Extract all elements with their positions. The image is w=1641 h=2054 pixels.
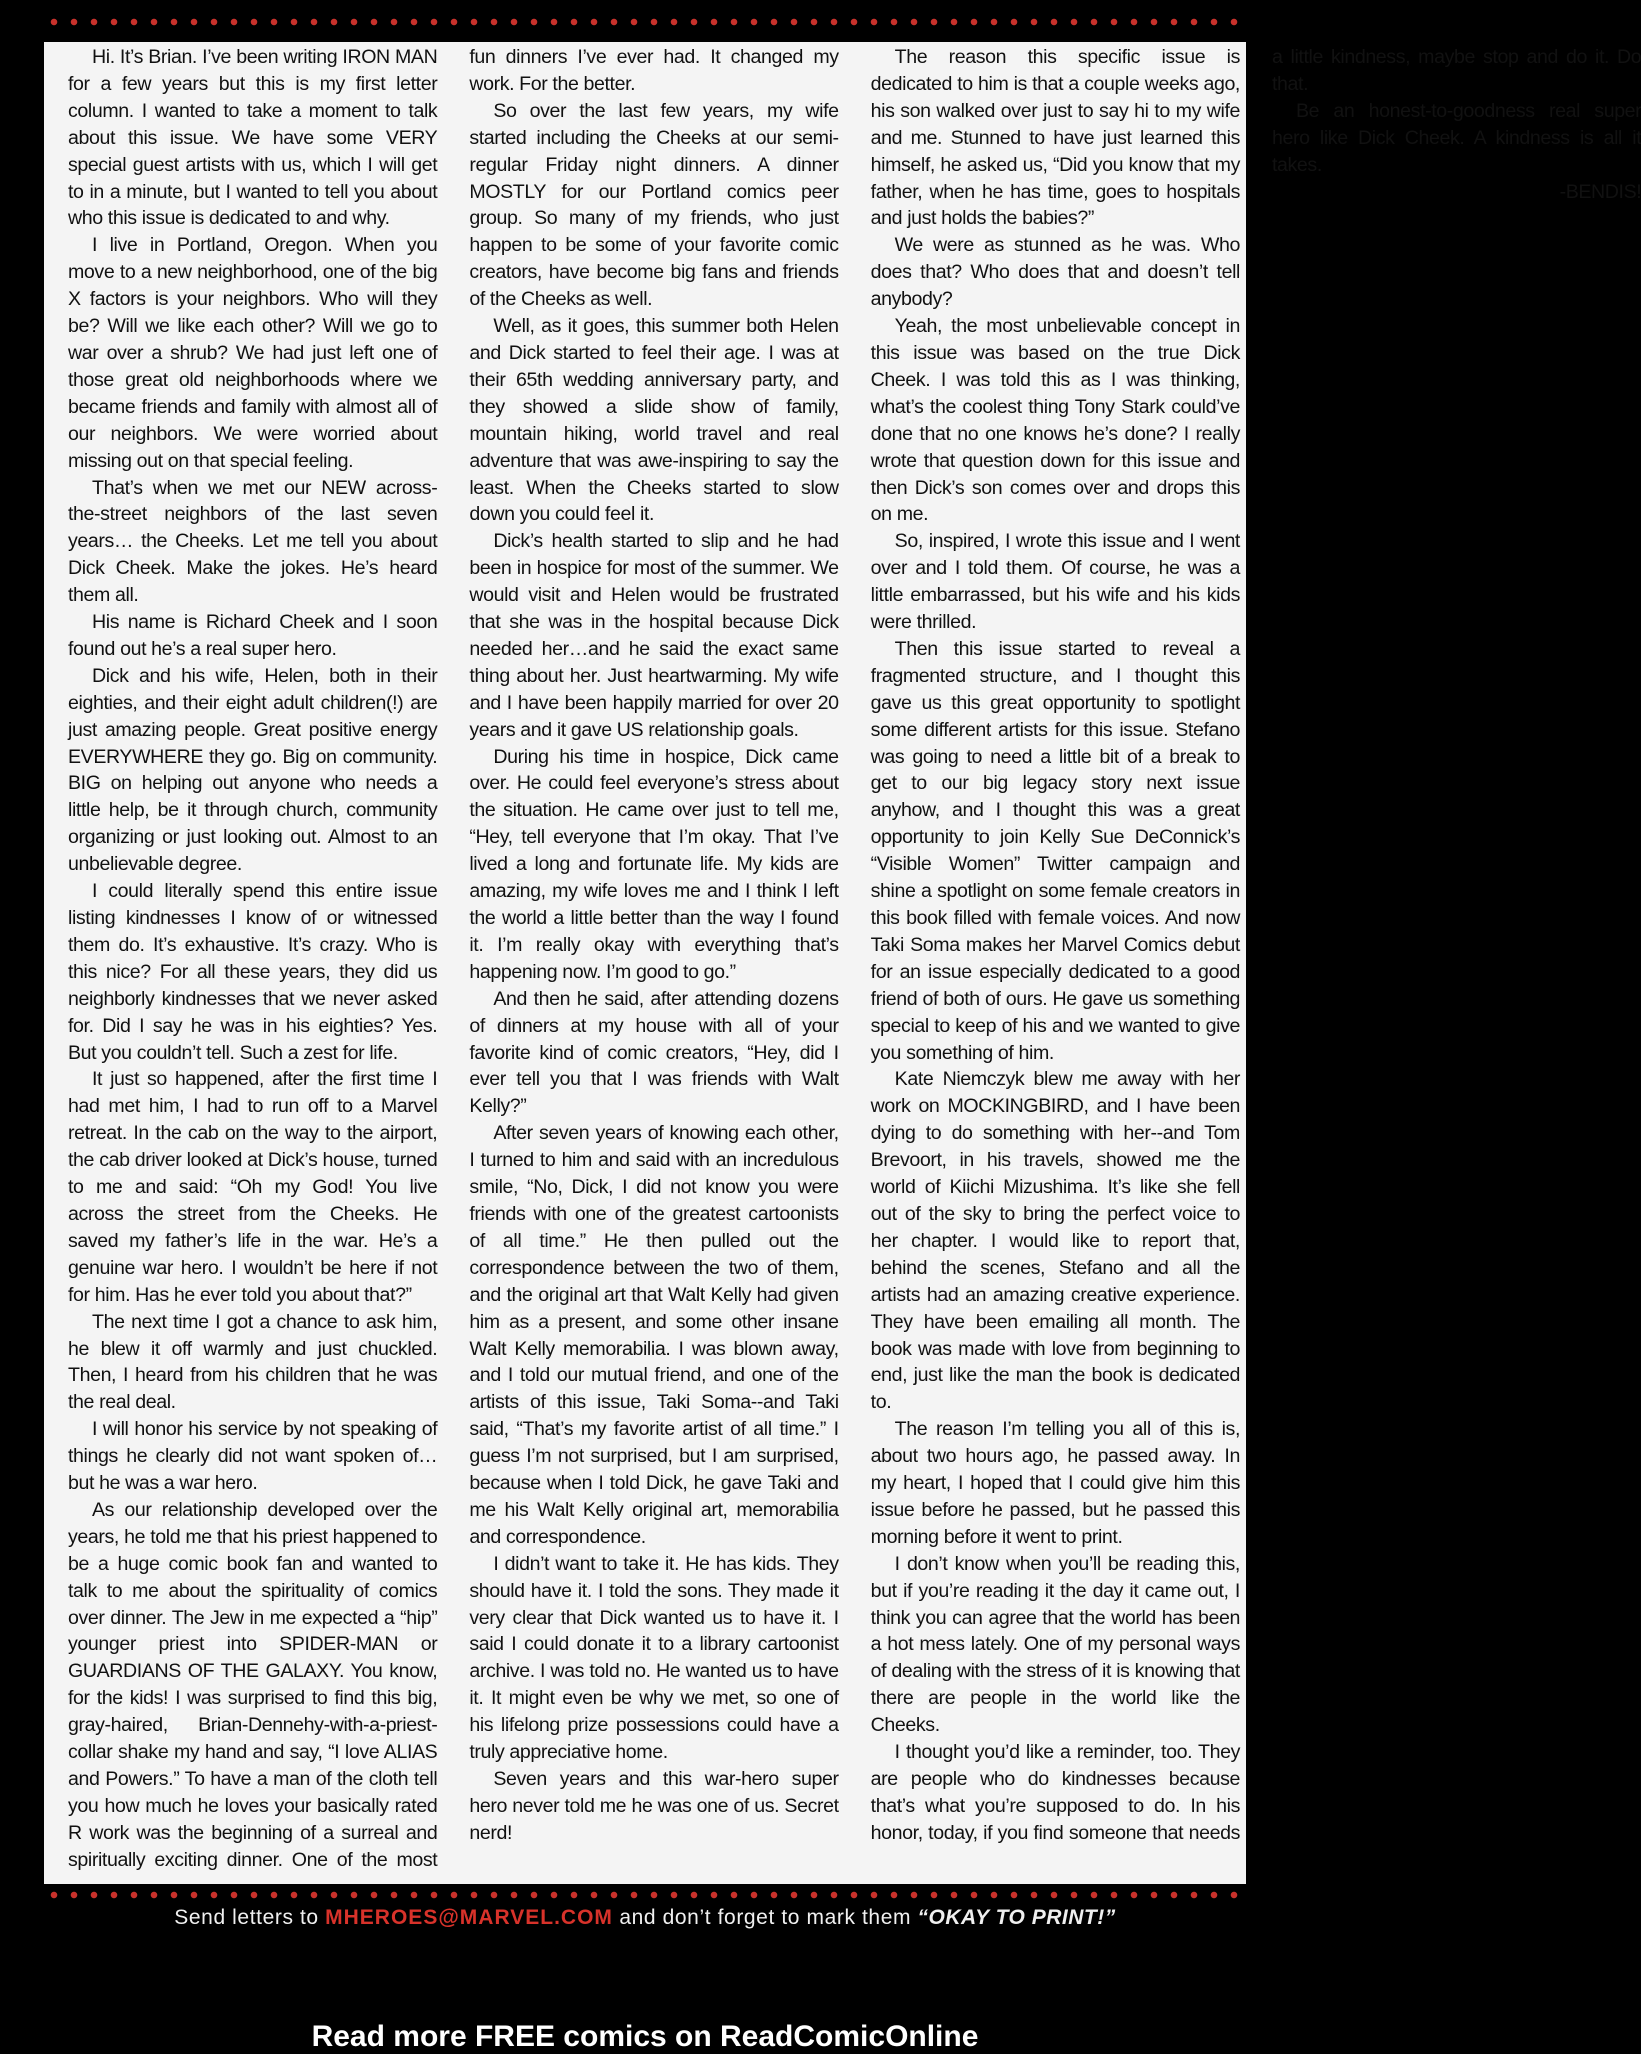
letter-paragraph: So over the last few years, my wife started including the Cheeks at our semi-regular Friday night dinners. A dinner MOSTLY for our Portland comics peer group. So many of my friends, who just happen to be some of your favorite comic creators, have become big fans and friends of the Cheeks as well.: [469, 99, 839, 311]
dotted-divider-bottom: [44, 1891, 1246, 1899]
letter-paragraph: I could literally spend this entire issue listing kindnesses I know of or witnessed them do. It’s exhaustive. It’s crazy. Who is this nice? For all these years, they did us neighborly kindnesses that we never asked for. Did I say he was in his eighties? Yes. But you couldn’t tell. Such a zest for life.: [68, 880, 438, 1064]
letter-paragraph: And then he said, after attending dozens of dinners at my house with all of your favorite kind of comic creators, “Hey, did I ever tell you that I was friends with Walt Kelly?”: [469, 987, 839, 1118]
letter-paragraph: I thought you’d like a reminder, too. They are people who do kindnesses because that’s what you’re supposed to do. In his honor, today, if you find someone that needs a little kindness, maybe stop and do it. Do that.: [870, 46, 1641, 1844]
letter-paragraph: Dick’s health started to slip and he had been in hospice for most of the summer. We would visit and Helen would be frustrated that she was in the hospital because Dick needed her…and he said the exact same thing about her. Just heartwarming. My wife and I have been happily married for over 20 years and it gave US relationship goals.: [469, 530, 839, 741]
letter-paragraph: As our relationship developed over the years, he told me that his priest happened to be a huge comic book fan and wanted to talk to me about the spirituality of comics over dinner. The Jew in me expected a “hip” younger priest into SPIDER-MAN or GUARDIANS OF THE GALAXY. You know, for the kids! I was surprised to find this big, gray-haired, Brian-Dennehy-with-a-priest-collar shake my hand and say, “I love ALIAS and Powers.” To have a man of the cloth tell you how much he loves your basically rated R work was the beginning of a surreal and spiritually exciting dinner. One of the most fun dinners I’ve ever had. It changed my work. For the better.: [68, 46, 839, 1871]
letter-paragraph: Then this issue started to reveal a fragmented structure, and I thought this gave us this great opportunity to spotlight some different artists for this issue. Stefano was going to need a little bit of a break to get to our big legacy story next issue anyhow, and I thought this was a great opportunity to join Kelly Sue DeConnick’s “Visible Women” Twitter campaign and shine a spotlight on some female creators in this book filled with female voices. And now Taki Soma makes her Marvel Comics debut for an issue especially dedicated to a good friend of both of ours. He gave us something special to keep of his and we wanted to give you something of him.: [870, 637, 1240, 1064]
letter-paragraph: I didn’t want to take it. He has kids. They should have it. I told the sons. They made it very clear that Dick wanted us to have it. I said I could donate it to a library cartoonist archive. I was told no. He wanted us to have it. It might even be why we met, so one of his lifelong prize possessions could have a truly appreciative home.: [469, 1552, 839, 1764]
letter-paragraph: Be an honest-to-goodness real super hero like Dick Cheek. A kindness is all it takes.: [1271, 99, 1641, 176]
letter-paragraph: His name is Richard Cheek and I soon found out he’s a real super hero.: [68, 611, 438, 660]
letter-paragraph: Seven years and this war-hero super hero never told me he was one of us. Secret nerd!: [469, 1768, 839, 1844]
letter-paragraph: Well, as it goes, this summer both Helen and Dick started to feel their age. I was at their 65th wedding anniversary party, and they showed a slide show of family, mountain hiking, world travel and real adventure that was awe-inspiring to say the least. When the Cheeks started to slow down you could feel it.: [469, 315, 839, 526]
letter-paragraph: That’s when we met our NEW across-the-street neighbors of the last seven years… the Cheeks. Let me tell you about Dick Cheek. Make the jokes. He’s heard them all.: [68, 476, 438, 607]
okay-to-print-label: “OKAY TO PRINT!”: [917, 1906, 1116, 1929]
letter-paragraph: We were as stunned as he was. Who does that? Who does that and doesn’t tell anybody?: [870, 234, 1240, 311]
letter-paragraph: Yeah, the most unbelievable concept in this issue was based on the true Dick Cheek. I was told this as I was thinking, what’s the coolest thing Tony Stark could’ve done that no one knows he’s done? I really wrote that question down for this issue and then Dick’s son comes over and drops this on me.: [870, 315, 1240, 526]
letter-paragraph: So, inspired, I wrote this issue and I went over and I told them. Of course, he was a little embarrassed, but his wife and his kids were thrilled.: [870, 530, 1240, 634]
footer-middle: and don’t forget to mark them: [612, 1906, 918, 1929]
letter-paragraph: Hi. It’s Brian. I’ve been writing IRON MAN for a few years but this is my first letter column. I wanted to take a moment to talk about this issue. We have some VERY special guest artists with us, which I will get to in a minute, but I wanted to tell you about who this issue is dedicated to and why.: [68, 46, 438, 230]
letter-signature: -BENDIS!: [1559, 180, 1641, 203]
letter-paragraph: Dick and his wife, Helen, both in their eighties, and their eight adult children(!) are just amazing people. Great positive energy EVERYWHERE they go. Big on community. BIG on helping out anyone who needs a little help, be it through church, community organizing or just looking out. Almost to an unbelievable degree.: [68, 664, 438, 876]
read-more-banner: Read more FREE comics on ReadComicOnline: [311, 2020, 979, 2053]
letters-footer: [0, 1906, 1290, 1946]
letter-paragraph: After seven years of knowing each other, I turned to him and said with an incredulous smile, “No, Dick, I did not know you were friends with one of the greatest cartoonists of all time.” He then pulled out the correspondence between the two of them, and the original art that Walt Kelly had given him as a present, and some other insane Walt Kelly memorabilia. I was blown away, and I told our mutual friend, and one of the artists of this issue, Taki Soma--and Taki said, “That’s my favorite artist of all time.” I guess I’m not surprised, but I am surprised, because when I told Dick, he gave Taki and me his Walt Kelly original art, memorabilia and correspondence.: [469, 1122, 839, 1548]
letters-email-link[interactable]: MHEROES@MARVEL.COM: [325, 1906, 613, 1929]
letter-paragraph: Kate Niemczyk blew me away with her work on MOCKINGBIRD, and I have been dying to do something with her--and Tom Brevoort, in his travels, showed me the world of Kiichi Mizushima. It’s like she fell out of the sky to bring the perfect voice to her chapter. I would like to report that, behind the scenes, Stefano and all the artists had an amazing creative experience. They have been emailing all month. The book was made with love from beginning to end, just like the man the book is dedicated to.: [870, 1068, 1240, 1414]
letter-column: [68, 44, 1641, 1882]
letter-paragraph: I live in Portland, Oregon. When you move to a new neighborhood, one of the big X factors is your neighbors. Who will they be? Will we like each other? Will we go to war over a shrub? We had just left one of those great old neighborhoods where we became friends and family with almost all of our neighbors. We were worried about missing out on that special feeling.: [68, 234, 438, 472]
letter-paragraph: I will honor his service by not speaking of things he clearly did not want spoken of…but he was a war hero.: [68, 1418, 438, 1495]
letter-paragraph: The next time I got a chance to ask him, he blew it off warmly and just chuckled. Then, I heard from his children that he was the real deal.: [68, 1310, 438, 1414]
letter-paragraph: During his time in hospice, Dick came over. He could feel everyone’s stress about the situation. He came over just to tell me, “Hey, tell everyone that I’m okay. That I’ve lived a long and fortunate life. My kids are amazing, my wife loves me and I think I left the world a little better than the way I found it. I’m really okay with everything that’s happening now. I’m good to go.”: [469, 745, 839, 983]
letter-paragraph: I don’t know when you’ll be reading this, but if you’re reading it the day it came out, I think you can agree that the world has been a hot mess lately. One of my personal ways of dealing with the stress of it is knowing that there are people in the world like the Cheeks.: [870, 1552, 1240, 1737]
dotted-divider-top: [44, 18, 1246, 26]
letter-paragraph: The reason I’m telling you all of this is, about two hours ago, he passed away. In my heart, I hoped that I could give him this issue before he passed, but he passed this morning before it went to print.: [870, 1418, 1240, 1548]
letter-paragraph: It just so happened, after the first time I had met him, I had to run off to a Marvel retreat. In the cab on the way to the airport, the cab driver looked at Dick’s house, turned to me and said: “Oh my God! You live across the street from the Cheeks. He saved my father’s life in the war. He’s a genuine war hero. I wouldn’t be here if not for him. Has he ever told you about that?”: [68, 1068, 438, 1306]
footer-prefix: Send letters to: [174, 1906, 326, 1929]
letter-paragraph: The reason this specific issue is dedicated to him is that a couple weeks ago, his son walked over just to say hi to my wife and me. Stunned to have just learned this himself, he asked us, “Did you know that my father, when he has time, goes to hospitals and just holds the babies?”: [870, 46, 1240, 230]
